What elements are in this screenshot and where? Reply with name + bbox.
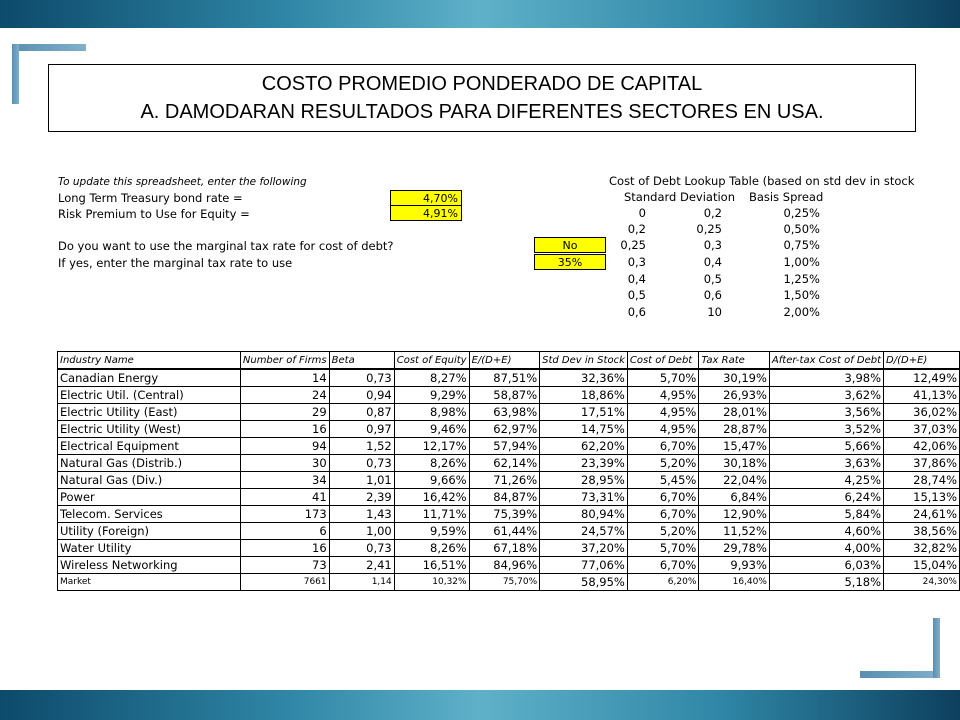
table-cell: 6,03% (769, 557, 883, 574)
table-cell: 9,46% (394, 421, 469, 438)
table-cell: 6,70% (627, 557, 699, 574)
header-cell: Beta (329, 352, 394, 370)
table-cell: 12,90% (699, 506, 770, 523)
industry-name-cell: Electric Util. (Central) (58, 387, 241, 404)
table-cell: 6,70% (627, 489, 699, 506)
table-cell: 80,94% (540, 506, 628, 523)
header-cell: E/(D+E) (469, 352, 540, 370)
bond-rate-input[interactable]: 4,70% (390, 190, 462, 206)
table-cell: 34 (240, 472, 329, 489)
table-cell: 58,87% (469, 387, 540, 404)
update-instruction: To update this spreadsheet, enter the following (58, 176, 307, 188)
table-cell: 37,86% (884, 455, 960, 472)
table-cell: 61,44% (469, 523, 540, 540)
table-cell: 41 (240, 489, 329, 506)
header-cell: After-tax Cost of Debt (769, 352, 883, 370)
table-cell: 3,98% (769, 369, 883, 387)
table-row (58, 489, 960, 506)
lookup-spread: 0,50% (783, 222, 820, 236)
lookup-high: 0,4 (703, 255, 722, 269)
table-cell: 75,39% (469, 506, 540, 523)
table-cell: 10,32% (394, 574, 469, 591)
table-cell: 42,06% (884, 438, 960, 455)
table-cell: 32,82% (884, 540, 960, 557)
industry-name-cell: Canadian Energy (58, 369, 241, 387)
table-cell: 5,20% (627, 455, 699, 472)
table-cell: 3,62% (769, 387, 883, 404)
table-cell: 11,52% (699, 523, 770, 540)
header-cell: Cost of Debt (627, 352, 699, 370)
lookup-low: 0,2 (627, 222, 646, 236)
table-cell: 28,01% (699, 404, 770, 421)
table-cell: 6,70% (627, 438, 699, 455)
table-cell: 6 (240, 523, 329, 540)
table-cell: 41,13% (884, 387, 960, 404)
lookup-high: 10 (707, 305, 722, 319)
lookup-low: 0,3 (627, 255, 646, 269)
table-cell: 8,98% (394, 404, 469, 421)
table-cell: 63,98% (469, 404, 540, 421)
table-cell: 9,66% (394, 472, 469, 489)
title-line-1: COSTO PROMEDIO PONDERADO DE CAPITAL (261, 73, 703, 95)
industry-name-cell: Telecom. Services (58, 506, 241, 523)
table-row (58, 387, 960, 404)
table-cell: 1,01 (329, 472, 394, 489)
table-cell: 3,63% (769, 455, 883, 472)
lookup-spread: 0,25% (783, 206, 820, 220)
table-cell: 37,03% (884, 421, 960, 438)
header-cell: D/(D+E) (884, 352, 960, 370)
table-cell: 26,93% (699, 387, 770, 404)
table-cell: 84,87% (469, 489, 540, 506)
lookup-high: 0,3 (703, 238, 722, 252)
table-cell: 36,02% (884, 404, 960, 421)
table-cell: 2,41 (329, 557, 394, 574)
marginal-rate-input[interactable]: 35% (534, 254, 606, 270)
table-row (58, 438, 960, 455)
table-cell: 16 (240, 540, 329, 557)
lookup-low: 0,4 (627, 272, 646, 286)
table-cell: 32,36% (540, 369, 628, 387)
table-cell: 12,17% (394, 438, 469, 455)
risk-premium-label: Risk Premium to Use for Equity = (58, 207, 250, 221)
lookup-low: 0,5 (627, 288, 646, 302)
industry-table (57, 351, 960, 591)
bottom-banner (0, 690, 960, 720)
header-cell: Tax Rate (699, 352, 770, 370)
corner-bracket-top-left-vertical (12, 44, 19, 104)
industry-name-cell: Utility (Foreign) (58, 523, 241, 540)
lookup-high: 0,6 (703, 288, 722, 302)
table-row (58, 523, 960, 540)
table-cell: 24 (240, 387, 329, 404)
title-box (48, 64, 916, 132)
table-cell: 71,26% (469, 472, 540, 489)
table-cell: 8,27% (394, 369, 469, 387)
table-cell: 5,70% (627, 540, 699, 557)
industry-name-cell: Power (58, 489, 241, 506)
industry-name-cell: Market (58, 574, 241, 591)
table-cell: 4,00% (769, 540, 883, 557)
table-row (58, 540, 960, 557)
lookup-high: 0,2 (703, 206, 722, 220)
title-line-2: A. DAMODARAN RESULTADOS PARA DIFERENTES SECTORES EN USA. (140, 101, 824, 123)
table-cell: 30 (240, 455, 329, 472)
marginal-tax-answer-input[interactable]: No (534, 237, 606, 253)
lookup-spread: 1,50% (783, 288, 820, 302)
table-cell: 94 (240, 438, 329, 455)
table-cell: 1,43 (329, 506, 394, 523)
table-cell: 9,29% (394, 387, 469, 404)
industry-name-cell: Water Utility (58, 540, 241, 557)
table-cell: 5,45% (627, 472, 699, 489)
table-header-row (58, 352, 960, 370)
corner-bracket-top-left (12, 44, 86, 51)
lookup-high: 0,25 (696, 222, 722, 236)
table-cell: 16,40% (699, 574, 770, 591)
marginal-rate-label: If yes, enter the marginal tax rate to use (58, 256, 293, 270)
table-cell: 24,61% (884, 506, 960, 523)
lookup-spread: 0,75% (783, 238, 820, 252)
table-cell: 75,70% (469, 574, 540, 591)
table-cell: 28,95% (540, 472, 628, 489)
table-cell: 62,20% (540, 438, 628, 455)
table-cell: 30,19% (699, 369, 770, 387)
lookup-title: Cost of Debt Lookup Table (based on std dev in stock (609, 174, 915, 188)
table-row (58, 557, 960, 574)
top-banner (0, 0, 960, 28)
table-cell: 5,84% (769, 506, 883, 523)
table-cell: 73,31% (540, 489, 628, 506)
table-cell: 77,06% (540, 557, 628, 574)
table-row (58, 506, 960, 523)
industry-name-cell: Natural Gas (Distrib.) (58, 455, 241, 472)
table-cell: 29 (240, 404, 329, 421)
table-cell: 18,86% (540, 387, 628, 404)
table-cell: 5,70% (627, 369, 699, 387)
table-cell: 14,75% (540, 421, 628, 438)
table-row (58, 472, 960, 489)
table-cell: 23,39% (540, 455, 628, 472)
corner-bracket-bottom-right-vertical (933, 618, 940, 678)
table-cell: 4,95% (627, 404, 699, 421)
table-cell: 16,42% (394, 489, 469, 506)
industry-name-cell: Electrical Equipment (58, 438, 241, 455)
lookup-low: 0,25 (620, 238, 646, 252)
table-cell: 16 (240, 421, 329, 438)
table-cell: 5,66% (769, 438, 883, 455)
table-cell: 5,18% (769, 574, 883, 591)
table-cell: 28,87% (699, 421, 770, 438)
header-cell: Std Dev in Stock (540, 352, 628, 370)
table-cell: 3,52% (769, 421, 883, 438)
table-cell: 15,13% (884, 489, 960, 506)
lookup-spread: 1,25% (783, 272, 820, 286)
table-cell: 6,70% (627, 506, 699, 523)
table-cell: 1,52 (329, 438, 394, 455)
table-cell: 3,56% (769, 404, 883, 421)
header-cell: Cost of Equity (394, 352, 469, 370)
table-cell: 73 (240, 557, 329, 574)
table-cell: 29,78% (699, 540, 770, 557)
risk-premium-input[interactable]: 4,91% (390, 205, 462, 221)
table-cell: 4,95% (627, 387, 699, 404)
lookup-spread: 2,00% (783, 305, 820, 319)
industry-name-cell: Wireless Networking (58, 557, 241, 574)
table-cell: 84,96% (469, 557, 540, 574)
marginal-tax-question: Do you want to use the marginal tax rate for cost of debt? (58, 239, 394, 253)
table-cell: 8,26% (394, 455, 469, 472)
industry-name-cell: Electric Utility (East) (58, 404, 241, 421)
table-cell: 8,26% (394, 540, 469, 557)
table-cell: 9,93% (699, 557, 770, 574)
table-cell: 9,59% (394, 523, 469, 540)
table-cell: 7661 (240, 574, 329, 591)
table-cell: 62,14% (469, 455, 540, 472)
table-cell: 62,97% (469, 421, 540, 438)
table-row (58, 421, 960, 438)
corner-bracket-bottom-right (860, 671, 940, 678)
table-cell: 17,51% (540, 404, 628, 421)
table-cell: 0,73 (329, 455, 394, 472)
table-row (58, 369, 960, 387)
table-cell: 28,74% (884, 472, 960, 489)
table-cell: 57,94% (469, 438, 540, 455)
lookup-low: 0 (638, 206, 646, 220)
table-cell: 15,47% (699, 438, 770, 455)
lookup-col-spread: Basis Spread (749, 190, 824, 204)
table-cell: 4,25% (769, 472, 883, 489)
table-cell: 12,49% (884, 369, 960, 387)
table-cell: 0,97 (329, 421, 394, 438)
table-cell: 6,24% (769, 489, 883, 506)
table-cell: 16,51% (394, 557, 469, 574)
table-cell: 0,87 (329, 404, 394, 421)
lookup-col-std-dev: Standard Deviation (624, 190, 735, 204)
bond-rate-label: Long Term Treasury bond rate = (58, 191, 243, 205)
table-cell: 0,73 (329, 369, 394, 387)
table-cell: 38,56% (884, 523, 960, 540)
table-cell: 4,95% (627, 421, 699, 438)
table-cell: 2,39 (329, 489, 394, 506)
industry-name-cell: Electric Utility (West) (58, 421, 241, 438)
lookup-low: 0,6 (627, 305, 646, 319)
table-cell: 6,84% (699, 489, 770, 506)
table-cell: 37,20% (540, 540, 628, 557)
table-cell: 24,57% (540, 523, 628, 540)
table-cell: 0,73 (329, 540, 394, 557)
lookup-spread: 1,00% (783, 255, 820, 269)
table-cell: 30,18% (699, 455, 770, 472)
table-cell: 173 (240, 506, 329, 523)
table-cell: 14 (240, 369, 329, 387)
table-cell: 5,20% (627, 523, 699, 540)
table-cell: 58,95% (540, 574, 628, 591)
market-row (58, 574, 960, 591)
table-cell: 15,04% (884, 557, 960, 574)
table-row (58, 404, 960, 421)
header-cell: Industry Name (58, 352, 241, 370)
header-cell: Number of Firms (240, 352, 329, 370)
table-cell: 4,60% (769, 523, 883, 540)
table-cell: 0,94 (329, 387, 394, 404)
table-cell: 1,00 (329, 523, 394, 540)
table-cell: 1,14 (329, 574, 394, 591)
table-row (58, 455, 960, 472)
table-cell: 6,20% (627, 574, 699, 591)
table-cell: 11,71% (394, 506, 469, 523)
table-cell: 24,30% (884, 574, 960, 591)
industry-name-cell: Natural Gas (Div.) (58, 472, 241, 489)
table-cell: 67,18% (469, 540, 540, 557)
lookup-high: 0,5 (703, 272, 722, 286)
table-cell: 87,51% (469, 369, 540, 387)
table-cell: 22,04% (699, 472, 770, 489)
